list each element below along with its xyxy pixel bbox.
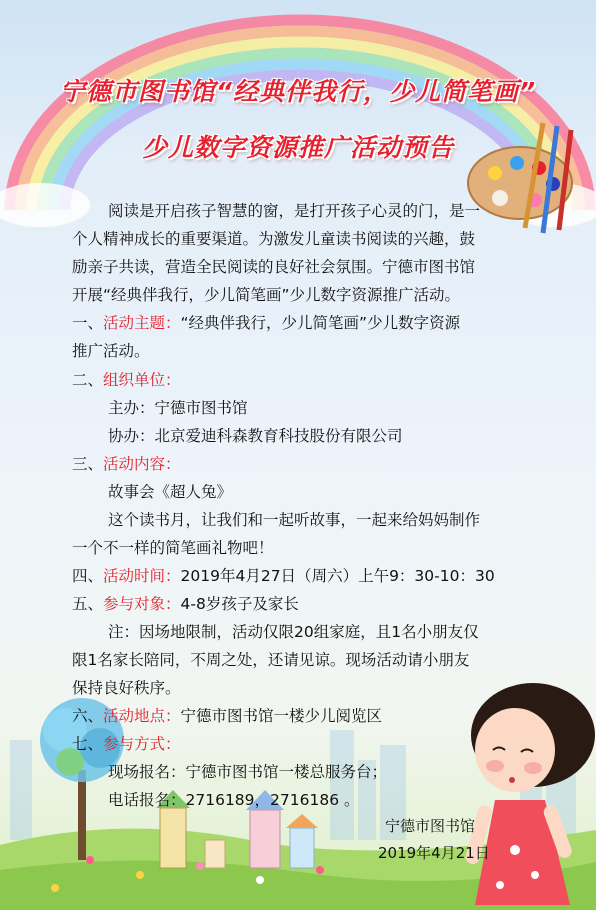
note-line: 保持良好秩序。	[72, 679, 181, 697]
section-text: 4-8岁孩子及家长	[180, 595, 299, 613]
section-signup	[72, 734, 181, 754]
organizer-host: 主办：宁德市图书馆	[108, 399, 248, 417]
section-label: 参与对象：	[103, 595, 181, 613]
content-line: 这个读书月，让我们和一起听故事，一起来给妈妈制作	[108, 511, 481, 529]
signup-line: 电话报名：2716189，2716186 。	[108, 791, 360, 809]
section-label: 组织单位：	[103, 371, 181, 389]
section-label: 活动地点：	[103, 707, 181, 725]
section-time	[72, 566, 495, 586]
section-label: 参与方式：	[103, 735, 181, 753]
section-label: 活动内容：	[103, 455, 181, 473]
section-number: 六、	[72, 707, 104, 725]
intro-line: 开展“经典伴我行，少儿简笔画”少儿数字资源推广活动。	[72, 286, 461, 304]
intro-line: 励亲子共读，营造全民阅读的良好社会氛围。宁德市图书馆	[72, 258, 476, 276]
section-theme	[72, 313, 460, 333]
section-number: 二、	[72, 371, 104, 389]
section-text: 2019年4月27日（周六）上午9：30-10：30	[180, 567, 495, 585]
section-number: 七、	[72, 735, 104, 753]
section-label: 活动时间：	[103, 567, 181, 585]
section-number: 一、	[72, 314, 104, 332]
section-audience	[72, 594, 299, 614]
content-line: 一个不一样的简笔画礼物吧！	[72, 539, 274, 557]
signup-line: 现场报名：宁德市图书馆一楼总服务台；	[108, 763, 388, 781]
section-content	[72, 454, 181, 474]
content-line: 故事会《超人兔》	[108, 483, 233, 501]
page-title: 宁德市图书馆“经典伴我行，少儿简笔画”	[59, 77, 537, 106]
intro-line: 阅读是开启孩子智慧的窗，是打开孩子心灵的门，是一	[108, 202, 481, 220]
section-number: 四、	[72, 567, 104, 585]
section-text: 宁德市图书馆一楼少儿阅览区	[180, 707, 383, 725]
section-text: “经典伴我行，少儿简笔画”少儿数字资源	[180, 314, 461, 332]
section-number: 三、	[72, 455, 104, 473]
organizer-co: 协办：北京爱迪科森教育科技股份有限公司	[108, 427, 403, 445]
footer-date: 2019年4月21日	[378, 844, 490, 862]
section-number: 五、	[72, 595, 104, 613]
section-location	[72, 706, 382, 726]
note-line: 注：因场地限制，活动仅限20组家庭，且1名小朋友仅	[108, 623, 479, 641]
section-text-cont: 推广活动。	[72, 342, 150, 360]
section-organizer	[72, 370, 181, 390]
footer-organization: 宁德市图书馆	[385, 817, 476, 835]
intro-line: 个人精神成长的重要渠道。为激发儿童读书阅读的兴趣，鼓	[72, 230, 476, 248]
page-subtitle: 少儿数字资源推广活动预告	[141, 133, 454, 162]
note-line: 限1名家长陪同，不周之处，还请见谅。现场活动请小朋友	[72, 651, 470, 669]
section-label: 活动主题：	[103, 314, 181, 332]
